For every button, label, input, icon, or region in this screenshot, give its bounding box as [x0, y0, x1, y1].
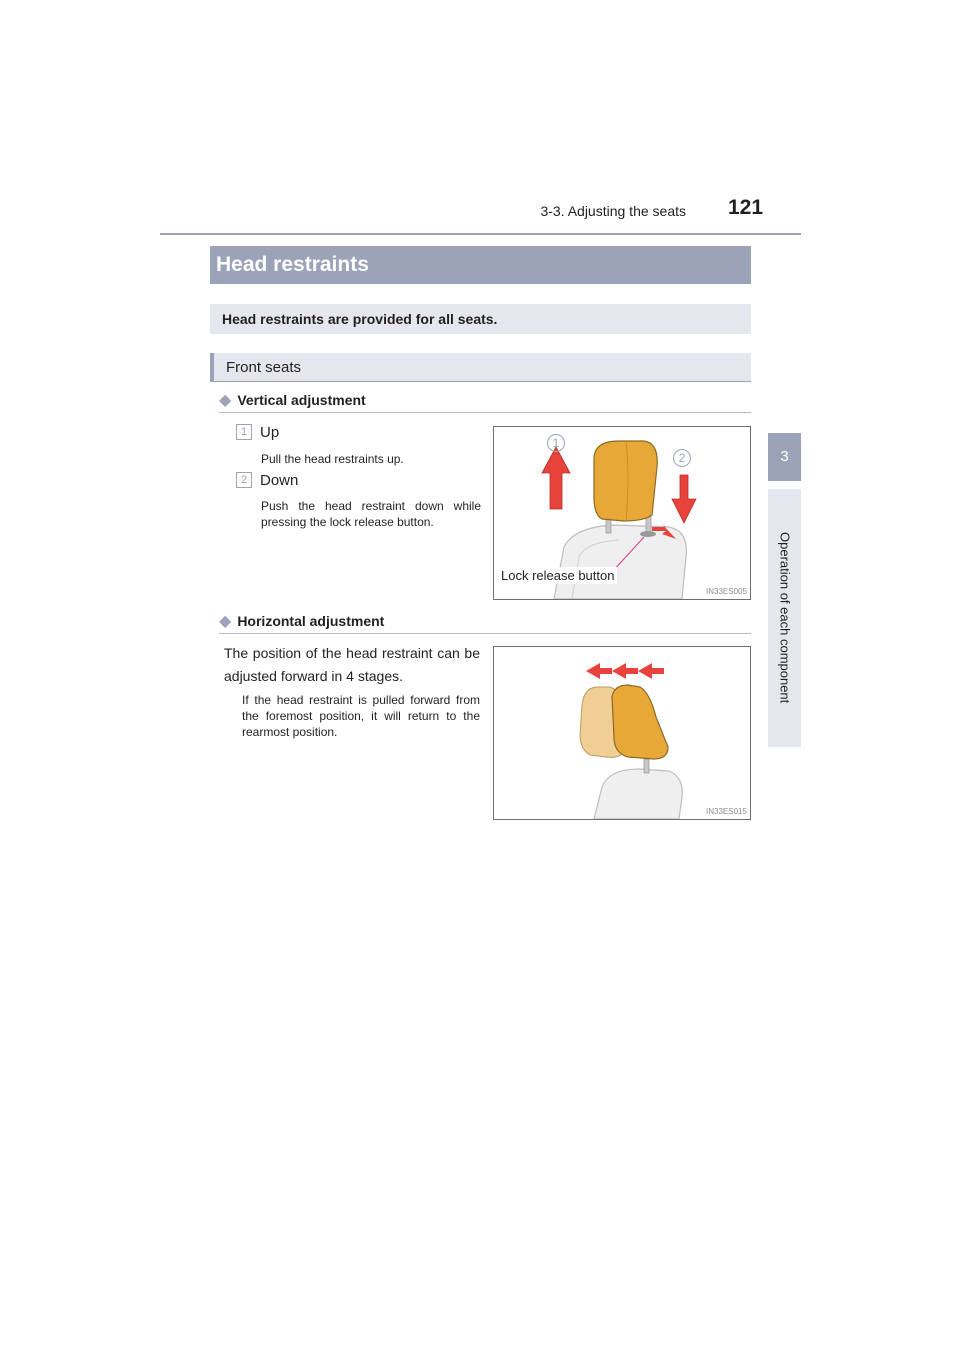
figure-callout-2: 2 [673, 449, 691, 467]
running-header-section: 3-3. Adjusting the seats [540, 203, 686, 219]
step-2-badge: 2 [236, 472, 252, 488]
chapter-number-tab[interactable]: 3 [768, 433, 801, 481]
lock-release-button-label: Lock release button [498, 567, 617, 584]
diamond-icon: ◆ [219, 392, 232, 409]
horizontal-heading-text: Horizontal adjustment [237, 613, 385, 629]
heading-rule [219, 633, 751, 634]
head-restraint-horizontal-illustration [494, 647, 750, 819]
page-number: 121 [728, 196, 764, 219]
step-2-label: Down [260, 472, 299, 489]
vertical-adjustment-figure [493, 426, 751, 600]
figure-callout-1: 1 [547, 434, 565, 452]
header-rule [160, 233, 801, 235]
step-1-label: Up [260, 424, 280, 441]
intro-box: Head restraints are provided for all seats. [210, 304, 751, 334]
figure-code: IN33ES005 [706, 587, 747, 596]
horizontal-adjustment-heading [219, 611, 384, 631]
heading-rule [219, 412, 751, 413]
step-2-desc: Push the head restraint down while pressing the lock release button. [261, 499, 481, 529]
step-1-badge: 1 [236, 424, 252, 440]
chapter-title: Operation of each component [777, 532, 793, 704]
vertical-heading-text: Vertical adjustment [237, 392, 366, 408]
chapter-title-tab[interactable] [771, 489, 799, 747]
step-1-desc: Pull the head restraints up. [261, 452, 404, 466]
horizontal-adjustment-figure [493, 646, 751, 820]
horizontal-note: If the head restraint is pulled forward from the foremost position, it will return to the rearmost position. [242, 693, 480, 739]
page-title: Head restraints [210, 246, 751, 284]
diamond-icon: ◆ [219, 613, 232, 630]
figure-code: IN33ES015 [706, 807, 747, 816]
vertical-adjustment-heading [219, 390, 366, 410]
subsection-heading: Front seats [210, 353, 751, 382]
horizontal-body: The position of the head restraint can be adjusted forward in 4 stages. [224, 645, 480, 684]
